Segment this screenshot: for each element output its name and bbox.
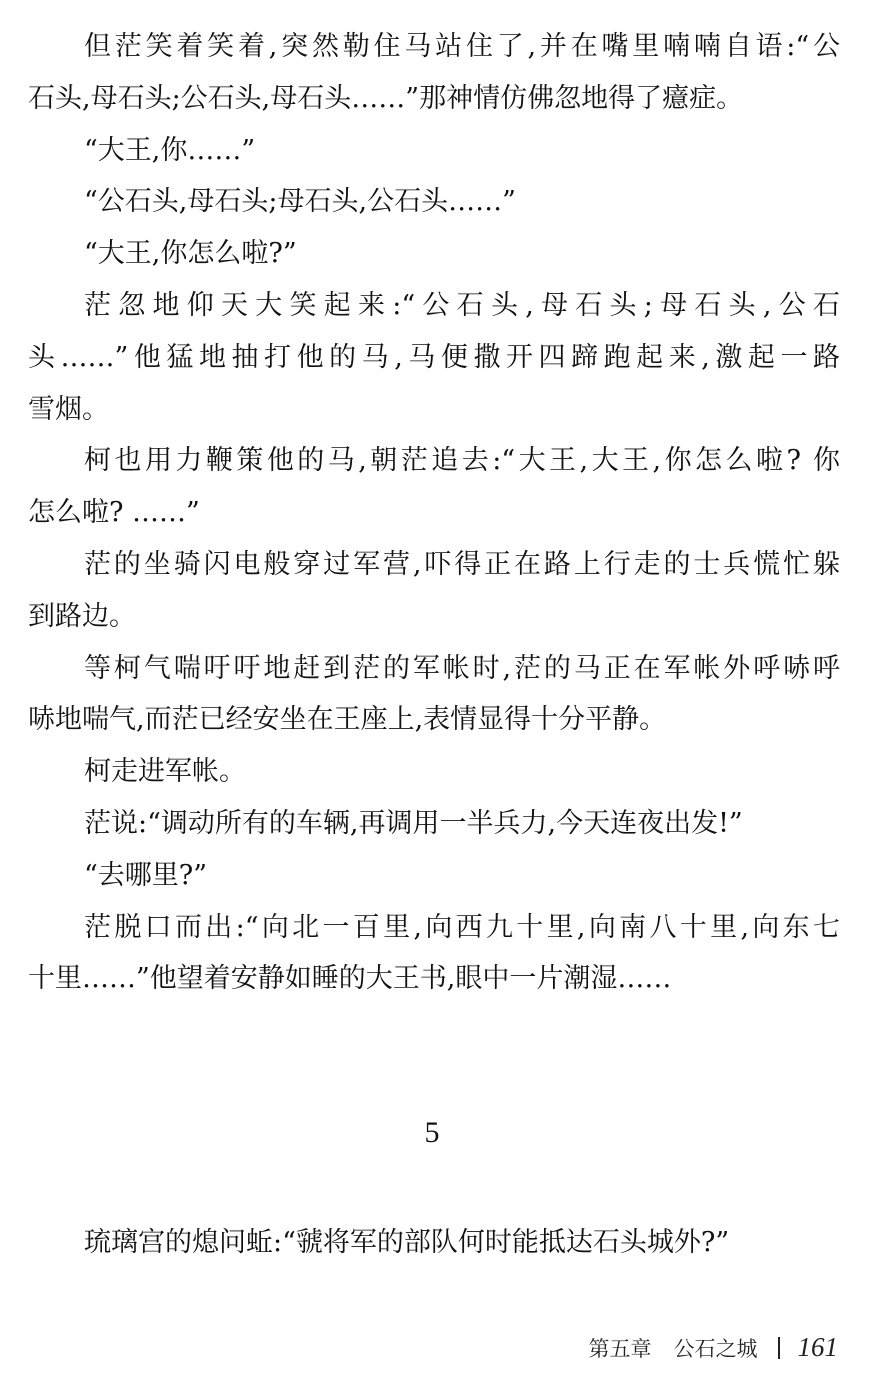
text-line: 怎么啦? ……” <box>28 497 200 529</box>
text-line: 等柯气喘吁吁地赶到茫的军帐时,茫的马正在军帐外呼哧呼 <box>84 652 840 684</box>
footer-chapter: 第五章 <box>588 1336 652 1361</box>
text-line: 哧地喘气,而茫已经安坐在王座上,表情显得十分平静。 <box>28 704 667 736</box>
paragraph <box>28 902 840 1006</box>
paragraph <box>28 125 840 177</box>
text-line: “去哪里?” <box>84 859 208 891</box>
paragraph <box>28 850 840 902</box>
paragraph <box>28 176 840 228</box>
paragraph: 琉璃宫的熄问蚯:“虢将军的部队何时能抵达石头城外?” <box>84 1227 730 1258</box>
text-line: 茫的坐骑闪电般穿过军营,吓得正在路上行走的士兵慌忙躲 <box>84 548 840 580</box>
text-line: 柯也用力鞭策他的马,朝茫追去:“大王,大王,你怎么啦? 你 <box>84 445 840 477</box>
footer-chapter-title: 公石之城 <box>673 1336 758 1361</box>
section-number: 5 <box>424 1116 440 1149</box>
paragraph <box>28 228 840 280</box>
text-line: 到路边。 <box>28 600 136 632</box>
paragraph <box>28 746 840 798</box>
body-text <box>28 21 840 1005</box>
page-footer <box>589 1332 839 1363</box>
text-line: “大王,你怎么啦?” <box>84 238 297 270</box>
text-line: 石头,母石头;公石头,母石头……”那神情仿佛忽地得了癔症。 <box>28 82 744 114</box>
paragraph <box>28 280 840 435</box>
paragraph <box>28 539 840 643</box>
text-line: 茫说:“调动所有的车辆,再调用一半兵力,今天连夜出发!” <box>84 807 743 839</box>
page-number: 161 <box>797 1332 838 1362</box>
paragraph <box>28 435 840 539</box>
paragraph <box>28 798 840 850</box>
text-line: 头……”他猛地抽打他的马,马便撒开四蹄跑起来,激起一路 <box>28 341 840 373</box>
text-line: 十里……”他望着安静如睡的大王书,眼中一片潮湿…… <box>28 963 672 995</box>
text-line: “公石头,母石头;母石头,公石头……” <box>84 186 516 218</box>
paragraph <box>28 643 840 747</box>
text-line: 雪烟。 <box>28 393 109 425</box>
footer-divider <box>778 1337 780 1359</box>
text-line: “大王,你……” <box>84 134 256 166</box>
text-line: 茫脱口而出:“向北一百里,向西九十里,向南八十里,向东七 <box>84 911 840 943</box>
text-line: 茫忽地仰天大笑起来:“公石头,母石头;母石头,公石 <box>84 289 840 321</box>
paragraph <box>28 21 840 125</box>
text-line: 柯走进军帐。 <box>84 756 246 788</box>
text-line: 但茫笑着笑着,突然勒住马站住了,并在嘴里喃喃自语:“公 <box>84 31 840 62</box>
